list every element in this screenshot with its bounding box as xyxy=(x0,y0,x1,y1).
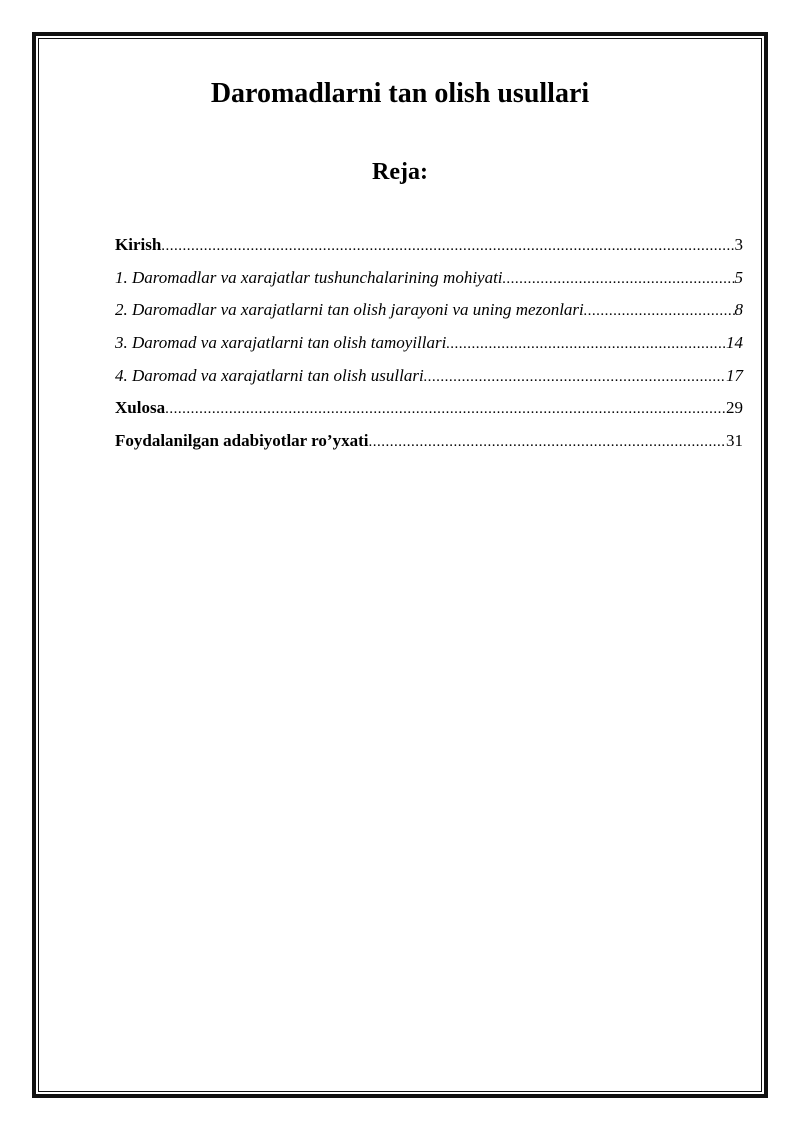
toc-entry-label: Kirish xyxy=(115,235,162,254)
document-title: Daromadlarni tan olish usullari xyxy=(210,78,590,109)
toc-entry-label: 2. Daromadlar va xarajatlarni tan olish jarayoni va uning mezonlari xyxy=(115,300,584,320)
toc-entry-label: 4. Daromad va xarajatlarni tan olish usullari xyxy=(115,365,424,385)
toc-entry-label: Xulosa xyxy=(115,398,166,418)
toc-entry-label: 3. Daromad va xarajatlarni tan olish tamoyillari xyxy=(115,333,447,353)
toc-entry-section-1[interactable] xyxy=(115,265,743,298)
toc-leader-dots xyxy=(503,266,735,292)
page-border-inner xyxy=(38,38,762,1092)
toc-entry-adabiyotlar[interactable] xyxy=(115,428,743,461)
toc-entry-kirish[interactable] xyxy=(115,232,743,265)
toc-entry-label: Foydalanilgan adabiyotlar ro’yxati xyxy=(115,431,369,451)
page-border xyxy=(32,32,768,1098)
toc-entry-page: 3 xyxy=(734,235,743,254)
toc-leader-dots xyxy=(165,396,726,422)
toc-entry-page: 14 xyxy=(726,333,743,353)
toc-entry-section-4[interactable] xyxy=(115,363,743,396)
toc-entry-page: 5 xyxy=(734,267,743,287)
toc-leader-dots xyxy=(446,331,726,357)
toc-entry-xulosa[interactable] xyxy=(115,395,743,428)
table-of-contents xyxy=(115,232,743,461)
toc-leader-dots xyxy=(161,233,734,259)
toc-entry-page: 17 xyxy=(726,365,743,385)
toc-entry-page: 8 xyxy=(734,300,743,320)
toc-leader-dots xyxy=(424,364,726,390)
toc-entry-page: 31 xyxy=(726,431,743,451)
toc-leader-dots xyxy=(584,298,735,324)
plan-heading: Reja: xyxy=(372,159,428,185)
toc-entry-section-2[interactable] xyxy=(115,297,743,330)
toc-entry-label: 1. Daromadlar va xarajatlar tushunchalarining mohiyati xyxy=(115,267,503,287)
toc-entry-page: 29 xyxy=(726,398,743,418)
toc-entry-section-3[interactable] xyxy=(115,330,743,363)
toc-leader-dots xyxy=(368,429,726,455)
